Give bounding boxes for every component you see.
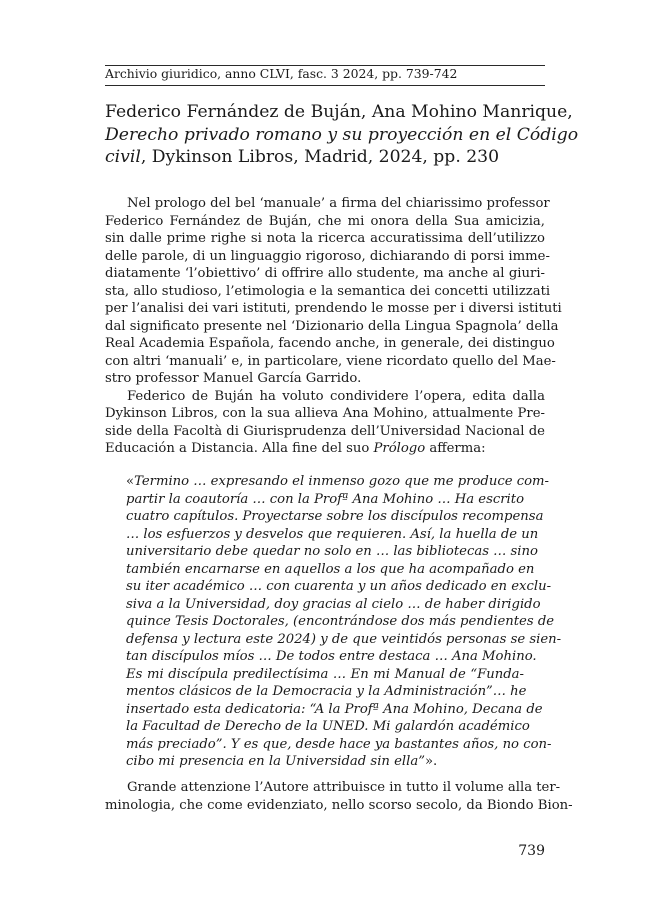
review-title (105, 101, 579, 169)
p2-line: Dykinson Libros, con la sua allieva Ana Mohino, attualmente Pre- (105, 406, 545, 421)
title-publisher-details: , Dykinson Libros, Madrid, 2024, pp. 230 (140, 147, 500, 167)
p1-line: sta, allo studioso, l’etimologia e la semantica dei concetti utilizzati (105, 283, 551, 299)
title-book-italic-end: civil (105, 147, 141, 167)
quote-line: quince Tesis Doctorales, (encontrándose dos más pendientes de (126, 614, 555, 629)
quote-line: mentos clásicos de la Democracia y la Administración”… he (126, 684, 527, 699)
quote-line: su iter académico … con cuarenta y un años dedicado en exclu- (126, 579, 552, 594)
p3-line: Grande attenzione l’Autore attribuisce in tutto il volume alla ter- (127, 780, 561, 795)
p2-line-last (105, 440, 545, 458)
running-head: Archivio giuridico, anno CLVI, fasc. 3 2024, pp. 739-742 (105, 66, 458, 81)
quote-line: también encarnarse en aquellos a los que ha acompañado en (126, 561, 535, 577)
p2-line: side della Facoltà di Giurisprudenza dell’Universidad Nacional de (105, 423, 545, 439)
quote-line: universitario debe quedar no solo en … las bibliotecas … sino (126, 544, 538, 559)
quote-line: cuatro capítulos. Proyectarse sobre los discípulos recompensa (126, 509, 544, 524)
quote-line: insertado esta dedicatoria: “A la Profª Ana Mohino, Decana de (126, 701, 543, 717)
quote-text: Termino … expresando el inmenso gozo que me produce com- (134, 474, 549, 489)
p1-line: per l’analisi dei vari istituti, prendendo le mosse per i diversi istituti (105, 301, 562, 316)
quote-line: partir la coautoría … con la Profª Ana Mohino … Ha escrito (126, 491, 525, 507)
body-text-continued (105, 779, 573, 814)
quote-line: más preciado”. Y es que, desde hace ya bastantes años, no con- (126, 736, 552, 752)
p1-line: Nel prologo del bel ‘manuale’ a firma del chiarissimo professor (127, 196, 550, 211)
p1-line: Federico Fernández de Buján, che mi onora della Sua amicizia, (105, 213, 545, 229)
block-quote (126, 473, 562, 771)
title-book-italic: Derecho privado romano y su proyección en el Código (105, 124, 579, 145)
quote-line: … los esfuerzos y desvelos que requieren. Así, la huella de un (126, 526, 539, 542)
p1-line: diatamente ‘l’obiettivo’ di offrire allo studente, ma anche al giuri- (105, 266, 545, 281)
p1-line: Real Academia Española, facendo anche, in generale, dei distinguo (105, 336, 555, 351)
p1-line: con altri ‘manuali’ e, in particolare, viene ricordato quello del Mae- (105, 353, 556, 369)
quote-line: siva a la Universidad, doy gracias al cielo … de haber dirigido (126, 596, 541, 612)
title-book (105, 124, 579, 147)
p1-line: stro professor Manuel García Garrido. (105, 371, 362, 386)
quote-line-last (126, 753, 524, 771)
p2-line: Federico de Buján ha voluto condividere l’opera, edita dalla (127, 388, 545, 404)
quote-line: defensa y lectura este 2024) y de que veintidós personas se sien- (126, 631, 562, 647)
quote-open-mark: « (126, 474, 135, 489)
header-rule-bottom (105, 85, 545, 86)
p3-line: minologia, che come evidenziato, nello scorso secolo, da Biondo Bion- (105, 797, 573, 813)
p2-text-end: afferma: (425, 441, 486, 456)
quote-line: tan discípulos míos … De todos entre destaca … Ana Mohino. (126, 649, 537, 664)
title-publisher (105, 146, 545, 169)
p1-line: delle parole, di un linguaggio rigoroso, dichiarando di porsi imme- (105, 248, 550, 264)
quote-close-mark: ». (424, 754, 438, 769)
body-text (105, 195, 562, 458)
page-number: 739 (518, 843, 545, 859)
p1-line: dal significato presente nel ‘Dizionario della Lingua Spagnola’ della (105, 318, 559, 334)
quote-text-end: cibo mi presencia en la Universidad sin ella” (126, 754, 425, 769)
title-authors: Federico Fernández de Buján, Ana Mohino Manrique, (105, 102, 573, 122)
p2-text: Educación a Distancia. Alla fine del suo (105, 441, 374, 456)
prologo-italic: Prólogo (373, 441, 426, 456)
quote-line: la Facultad de Derecho de la UNED. Mi galardón académico (126, 719, 530, 734)
quote-line-first (126, 473, 549, 491)
quote-line: Es mi discípula predilectísima … En mi Manual de “Funda- (126, 666, 524, 682)
p1-line: sin dalle prime righe si nota la ricerca accuratissima dell’utilizzo (105, 231, 545, 246)
